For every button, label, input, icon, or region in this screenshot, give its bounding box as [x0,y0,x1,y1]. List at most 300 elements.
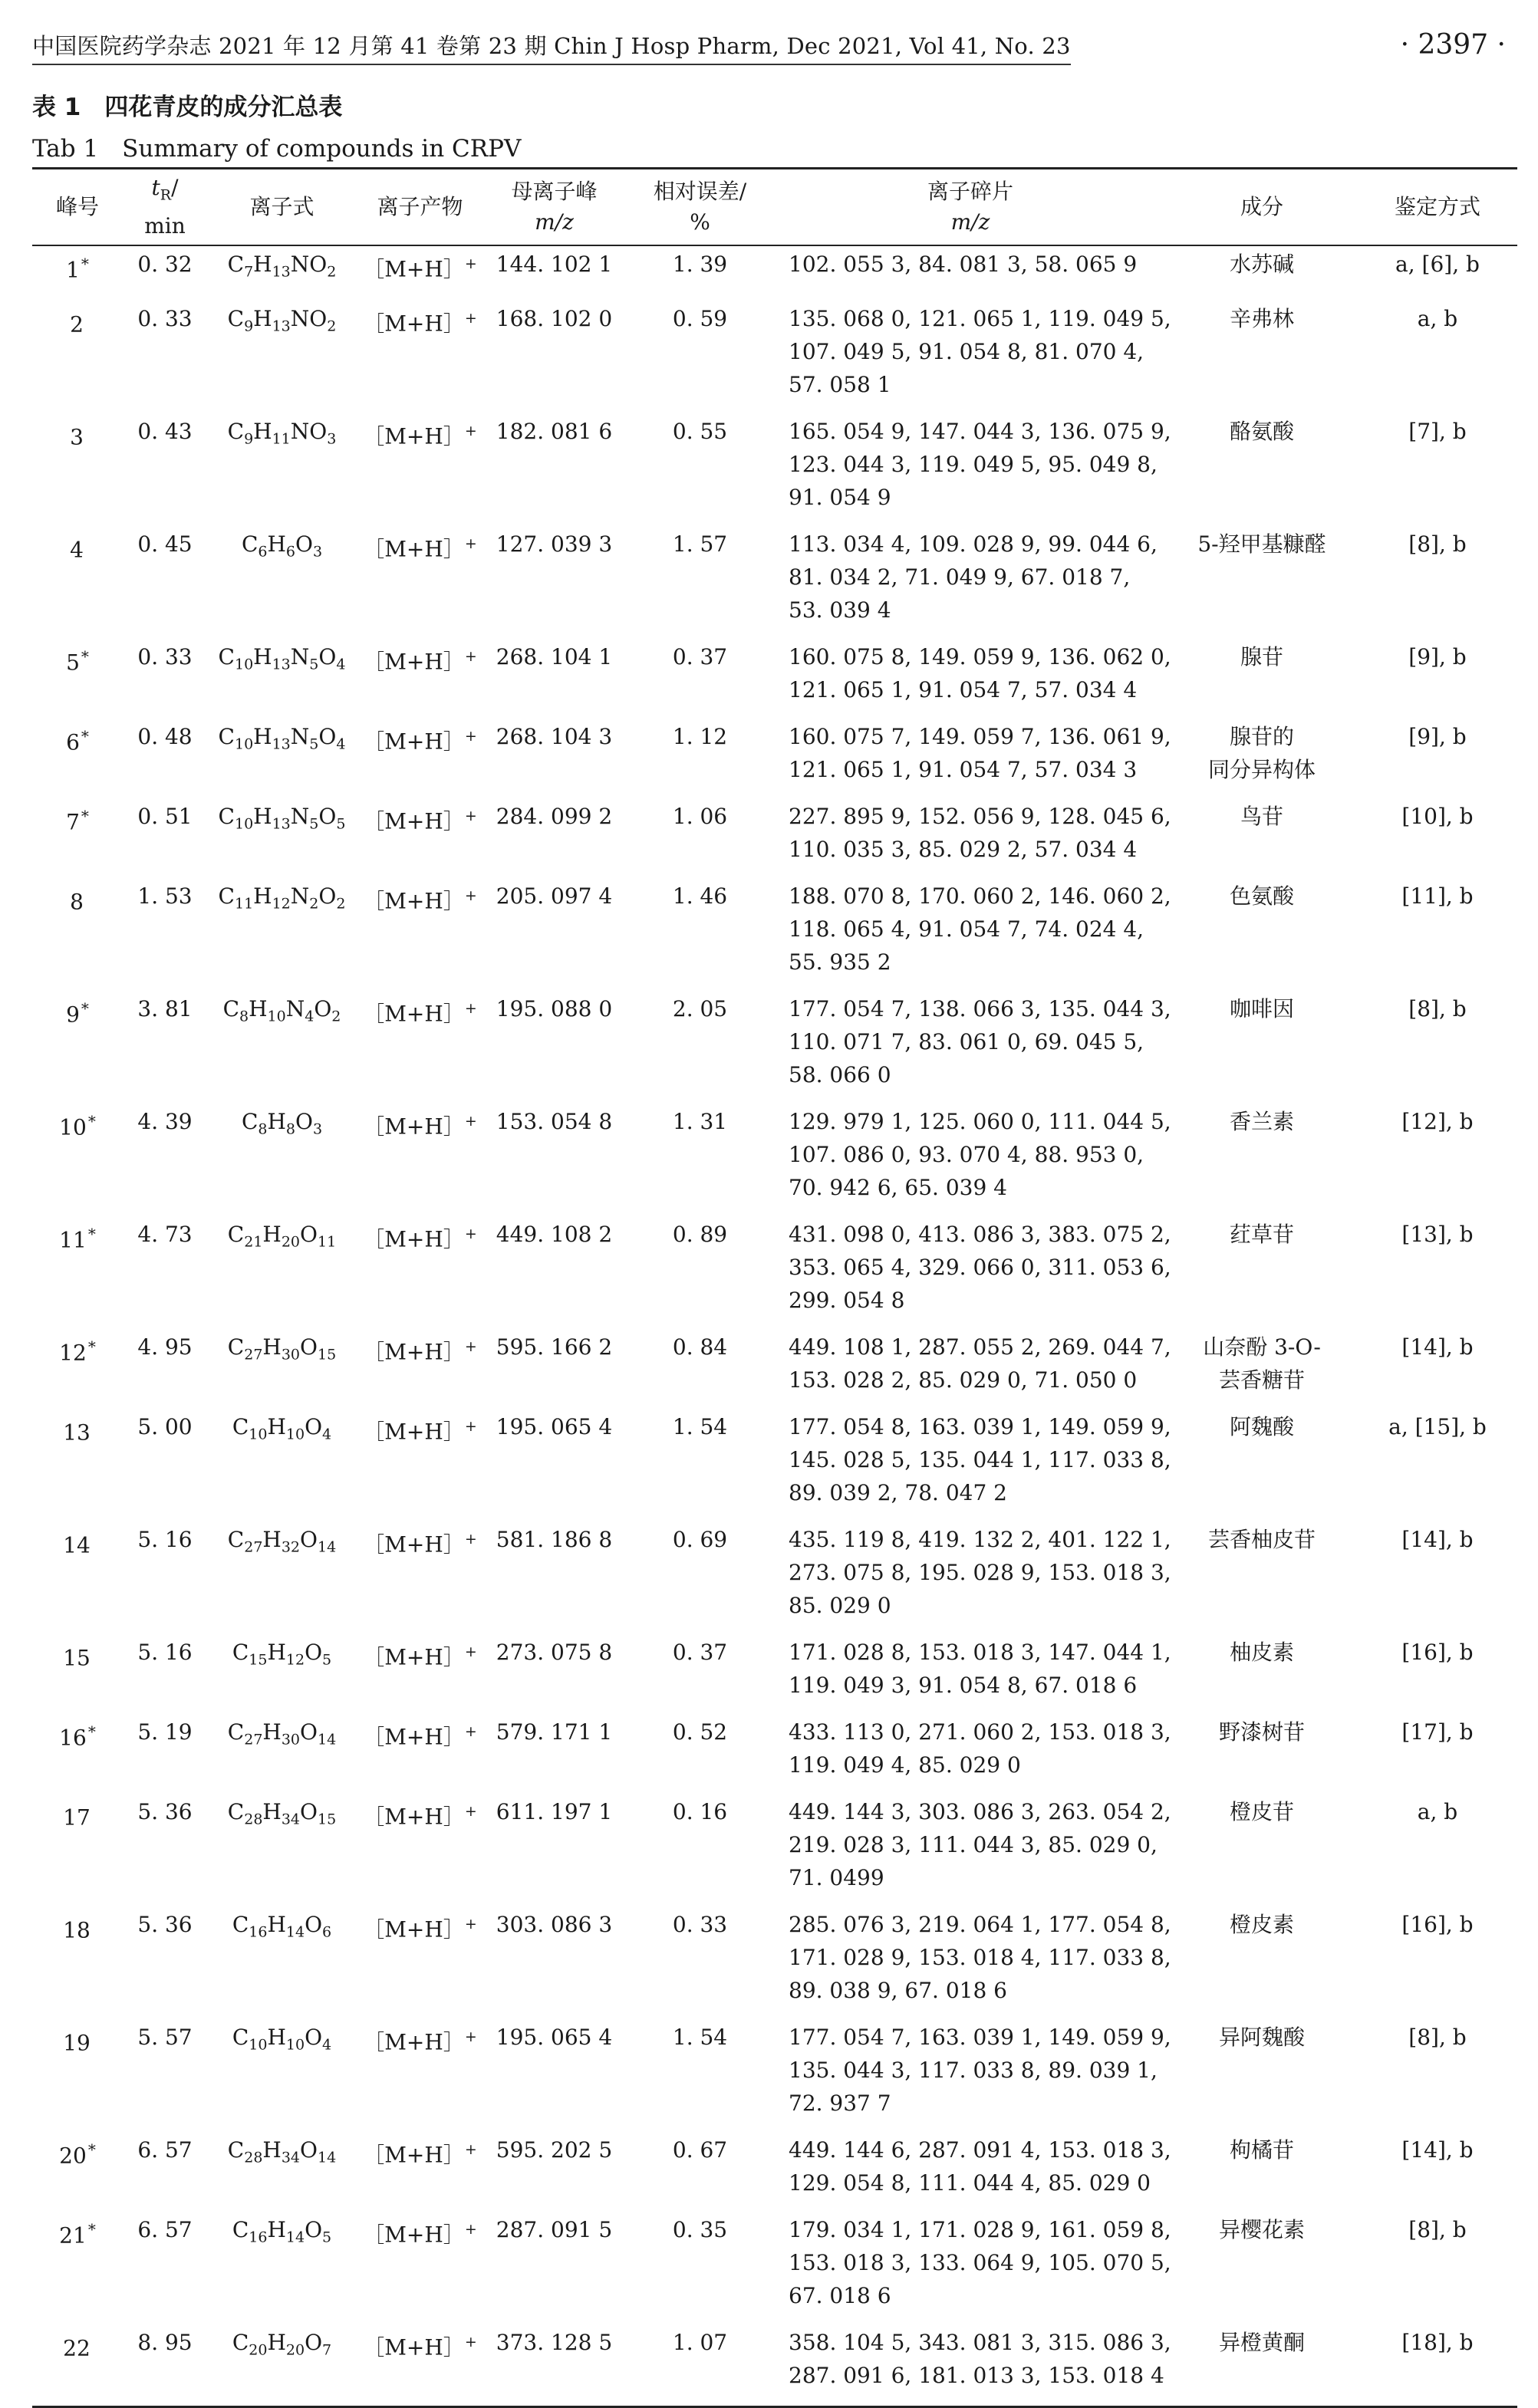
formula-element: H [267,1912,286,1938]
cell-compound [1166,528,1358,640]
cell-retention-time: 0. 33 [137,306,193,332]
ion-charge: + [464,2141,477,2159]
formula-element: N [285,996,305,1022]
formula-element: C [232,1640,249,1666]
cell-formula [207,1410,357,1523]
formula-element: H [262,1799,282,1825]
formula-element: N [290,804,310,830]
compound-name-line: 荭草苷 [1229,1222,1294,1248]
cell-formula [207,1636,357,1716]
table-row [32,992,1517,1105]
table-caption-english: Tab 1 Summary of compounds in CRPV [32,135,522,163]
cell-retention-time: 6. 57 [137,2217,193,2243]
formula-subscript: 10 [234,815,254,833]
table-caption-chinese: 表 1 四花青皮的成分汇总表 [32,94,343,121]
cell-ion-product [357,720,483,800]
fragment-line: 102. 055 3, 84. 081 3, 58. 065 9 [789,251,1138,277]
fragment-line: 53. 039 4 [789,597,891,623]
ion-charge: + [464,1113,477,1130]
cell-fragments [775,1218,1171,1331]
formula-subscript: 5 [309,656,319,673]
cell-retention-time: 5. 36 [137,1912,193,1938]
formula-element: C [218,883,235,910]
formula-element: H [262,1334,282,1360]
fragment-line: 165. 054 9, 147. 044 3, 136. 075 9, [789,419,1171,445]
cell-precursor: 373. 128 5 [496,2330,613,2356]
ion-core: ［M+H］ [363,1114,465,1140]
fragment-line: 119. 049 4, 85. 029 0 [789,1752,1021,1778]
formula-element: C [227,306,245,332]
formula-element: H [262,1222,282,1248]
cell-fragments [775,2213,1171,2326]
ion-core: ［M+H］ [363,1724,465,1750]
cell-formula [207,2133,357,2213]
formula-element: O [305,1640,323,1666]
formula-subscript: 13 [272,815,291,833]
cell-retention-time: 0. 45 [137,531,193,558]
journal-header: 中国医院药学杂志 2021 年 12 月第 41 卷第 23 期 Chin J Hosp Pharm, Dec 2021, Vol 41, No. 23 [32,29,1071,65]
formula-subscript: 28 [244,2149,263,2166]
compound-name-line: 色氨酸 [1229,883,1294,910]
cell-peak [32,1716,123,1795]
formula-element: C [218,644,235,670]
cell-compound [1166,302,1358,415]
formula-element: C [218,804,235,830]
formula-subscript: 10 [267,1008,286,1025]
formula-subscript: 14 [285,1923,305,1941]
cell-relative-error: 0. 69 [672,1527,728,1553]
fragment-line: 135. 044 3, 117. 033 8, 89. 039 1, [789,2058,1158,2084]
cell-precursor: 595. 166 2 [496,1334,613,1360]
cell-fragments [775,302,1171,415]
ion-charge: + [464,2334,477,2351]
formula-subscript: 6 [285,543,295,561]
peak-number: 20 [59,2143,87,2169]
ion-core: ［M+H］ [363,311,465,337]
ion-charge: + [464,808,477,825]
table-row [32,1218,1517,1331]
cell-fragments [775,1523,1171,1636]
cell-fragments [775,1636,1171,1716]
formula-subscript: 34 [281,1811,301,1828]
cell-method: [8], b [1408,2025,1467,2051]
formula-subscript: 34 [281,2149,301,2166]
fragment-line: 431. 098 0, 413. 086 3, 383. 075 2, [789,1222,1171,1248]
fragment-line: 123. 044 3, 119. 049 5, 95. 049 8, [789,452,1158,478]
cell-ion-product [357,1410,483,1523]
cell-formula [207,2213,357,2326]
table-header-row [32,169,1517,245]
header-fragments-label: 离子碎片 [927,178,1013,204]
cell-formula [207,302,357,415]
formula-subscript: 12 [285,1651,305,1669]
ion-charge: + [464,310,477,327]
cell-peak [32,1218,123,1331]
fragment-line: 121. 065 1, 91. 054 7, 57. 034 3 [789,757,1138,783]
formula-subscript: 13 [272,263,291,281]
formula-element: H [267,2025,286,2051]
peak-number: 7 [66,809,80,835]
cell-relative-error: 1. 07 [672,2330,728,2356]
cell-ion-product [357,1795,483,1908]
fragment-line: 285. 076 3, 219. 064 1, 177. 054 8, [789,1912,1171,1938]
fragment-line: 433. 113 0, 271. 060 2, 153. 018 3, [789,1719,1171,1745]
cell-peak [32,880,123,992]
cell-compound [1166,1410,1358,1523]
ion-core: ［M+H］ [363,2142,465,2168]
peak-number: 13 [63,1419,91,1446]
cell-precursor: 205. 097 4 [496,883,613,910]
table-row [32,302,1517,415]
header-peak: 峰号 [55,193,99,219]
ion-core: ［M+H］ [363,729,465,755]
cell-precursor: 195. 065 4 [496,1414,613,1440]
cell-fragments [775,2326,1171,2407]
ion-core: ［M+H］ [363,1226,465,1252]
formula-subscript: 32 [281,1538,301,1556]
cell-fragments [775,720,1171,800]
peak-number: 22 [63,2335,91,2361]
compound-name-line: 异阿魏酸 [1218,2025,1305,2051]
formula-subscript: 5 [309,815,319,833]
formula-subscript: 10 [285,1426,305,1443]
cell-relative-error: 2. 05 [672,996,728,1022]
cell-method: [16], b [1401,1640,1474,1666]
cell-method: [9], b [1408,724,1467,750]
formula-element: O [300,1799,318,1825]
formula-subscript: 11 [234,895,254,913]
fragment-line: 435. 119 8, 419. 132 2, 401. 122 1, [789,1527,1171,1553]
compound-name-line: 水苏碱 [1229,251,1294,277]
cell-precursor: 579. 171 1 [496,1719,613,1745]
formula-subscript: 8 [285,1120,295,1138]
peak-number: 10 [59,1114,87,1140]
formula-subscript: 20 [281,1233,301,1251]
cell-formula [207,1795,357,1908]
table-row [32,640,1517,720]
table-body [32,245,1517,2407]
cell-method: [16], b [1401,1912,1474,1938]
cell-compound [1166,1218,1358,1331]
formula-element: H [253,804,272,830]
formula-element: O [305,1912,323,1938]
cell-precursor: 287. 091 5 [496,2217,613,2243]
formula-subscript: 2 [309,895,319,913]
formula-element: N [290,724,310,750]
cell-retention-time: 5. 19 [137,1719,193,1745]
cell-ion-product [357,415,483,528]
table-row [32,2021,1517,2133]
cell-compound [1166,2021,1358,2133]
ion-core: ［M+H］ [363,255,465,281]
formula-element: O [318,883,337,910]
formula-subscript: 10 [249,1426,268,1443]
formula-subscript: 27 [244,1731,263,1748]
fragment-line: 177. 054 7, 163. 039 1, 149. 059 9, [789,2025,1171,2051]
cell-precursor: 182. 081 6 [496,419,613,445]
cell-relative-error: 0. 89 [672,1222,728,1248]
cell-method: [8], b [1408,996,1467,1022]
header-fragments-unit: m/z [950,209,990,235]
cell-precursor: 168. 102 0 [496,306,613,332]
cell-relative-error: 1. 31 [672,1109,728,1135]
compounds-table [32,167,1517,2408]
formula-element: N [290,251,310,277]
cell-formula [207,1218,357,1331]
cell-peak [32,2326,123,2407]
fragment-line: 55. 935 2 [789,949,891,975]
cell-precursor: 611. 197 1 [496,1799,613,1825]
formula-element: O [305,2217,323,2243]
formula-element: O [300,2137,318,2163]
formula-element: H [253,419,272,445]
ion-charge: + [464,1723,477,1741]
formula-element: C [227,1334,245,1360]
header-tr-slash: / [171,175,179,200]
table-row [32,528,1517,640]
formula-element: H [253,883,272,910]
fragment-line: 91. 054 9 [789,485,891,511]
ion-charge: + [464,423,477,440]
ion-core: ［M+H］ [363,649,465,675]
cell-ion-product [357,528,483,640]
cell-precursor: 284. 099 2 [496,804,613,830]
cell-relative-error: 1. 06 [672,804,728,830]
cell-formula [207,1331,357,1410]
formula-subscript: 30 [281,1731,301,1748]
table-row [32,1410,1517,1523]
cell-relative-error: 0. 16 [672,1799,728,1825]
cell-precursor: 268. 104 3 [496,724,613,750]
cell-peak [32,1410,123,1523]
table-row [32,1523,1517,1636]
formula-element: O [295,1109,313,1135]
cell-retention-time: 6. 57 [137,2137,193,2163]
cell-method: [18], b [1401,2330,1474,2356]
cell-precursor: 127. 039 3 [496,531,613,558]
table-row [32,1105,1517,1218]
table-row [32,1716,1517,1795]
fragment-line: 58. 066 0 [789,1062,891,1088]
formula-element: H [267,1414,286,1440]
ion-core: ［M+H］ [363,808,465,834]
cell-peak [32,2133,123,2213]
cell-fragments [775,800,1171,880]
formula-element: O [318,724,337,750]
formula-subscript: 5 [309,735,319,753]
cell-relative-error: 0. 37 [672,1640,728,1666]
table-row [32,2326,1517,2407]
ion-core: ［M+H］ [363,888,465,914]
table-row [32,880,1517,992]
fragment-line: 72. 937 7 [789,2091,891,2117]
header-retention-time [123,169,207,245]
table-row [32,2213,1517,2326]
fragment-line: 160. 075 7, 149. 059 7, 136. 061 9, [789,724,1171,750]
fragment-line: 449. 108 1, 287. 055 2, 269. 044 7, [789,1334,1171,1360]
formula-subscript: 10 [285,2036,305,2054]
peak-number: 3 [70,424,84,450]
cell-relative-error: 0. 55 [672,419,728,445]
ion-charge: + [464,1338,477,1356]
cell-precursor: 268. 104 1 [496,644,613,670]
cell-retention-time: 4. 95 [137,1334,193,1360]
cell-fragments [775,2133,1171,2213]
cell-compound [1166,2213,1358,2326]
peak-number: 18 [63,1917,91,1943]
fragment-line: 107. 049 5, 91. 054 8, 81. 070 4, [789,339,1144,365]
formula-subscript: 13 [272,656,291,673]
formula-subscript: 8 [239,1008,249,1025]
fragment-line: 358. 104 5, 343. 081 3, 315. 086 3, [789,2330,1171,2356]
cell-fragments [775,415,1171,528]
cell-precursor: 273. 075 8 [496,1640,613,1666]
formula-element: C [222,996,240,1022]
cell-ion-product [357,1716,483,1795]
fragment-line: 171. 028 9, 153. 018 4, 117. 033 8, [789,1945,1171,1971]
formula-subscript: 6 [322,1923,332,1941]
cell-compound [1166,1105,1358,1218]
cell-compound [1166,1716,1358,1795]
cell-fragments [775,1908,1171,2021]
formula-element: O [309,419,328,445]
reference-star: * [87,2220,96,2239]
cell-precursor: 195. 065 4 [496,2025,613,2051]
cell-method: a, b [1417,306,1458,332]
cell-retention-time: 0. 33 [137,644,193,670]
cell-method: a, [6], b [1395,251,1480,277]
formula-subscript: 10 [249,2036,268,2054]
formula-element: O [305,1414,323,1440]
reference-star: * [87,1722,96,1742]
cell-relative-error: 1. 57 [672,531,728,558]
formula-subscript: 20 [249,2341,268,2359]
cell-peak [32,1523,123,1636]
cell-peak [32,720,123,800]
fragment-line: 107. 086 0, 93. 070 4, 88. 953 0, [789,1142,1144,1168]
compound-name-line: 柚皮素 [1229,1640,1294,1666]
table-row [32,720,1517,800]
formula-element: C [227,1222,245,1248]
formula-element: H [253,251,272,277]
cell-formula [207,1908,357,2021]
page-number: · 2397 · [1400,29,1506,61]
cell-formula [207,2326,357,2407]
formula-element: N [290,883,310,910]
formula-element: O [305,2025,323,2051]
cell-formula [207,2021,357,2133]
ion-core: ［M+H］ [363,1644,465,1670]
table-row [32,1636,1517,1716]
cell-method: [10], b [1401,804,1474,830]
table-row [32,800,1517,880]
cell-method: [13], b [1401,1222,1474,1248]
cell-peak [32,1331,123,1410]
reference-star: * [87,1337,96,1357]
reference-star: * [81,807,89,826]
ion-charge: + [464,1000,477,1018]
peak-number: 21 [59,2222,87,2248]
cell-peak [32,1636,123,1716]
compound-name-line: 山奈酚 3-O- [1203,1334,1321,1360]
cell-peak [32,640,123,720]
cell-relative-error: 0. 67 [672,2137,728,2163]
cell-retention-time: 4. 39 [137,1109,193,1135]
formula-subscript: 3 [312,1120,323,1138]
reference-star: * [81,647,89,666]
fragment-line: 153. 018 3, 133. 064 9, 105. 070 5, [789,2250,1171,2276]
header-error-unit: % [690,209,710,235]
peak-number: 19 [63,2030,91,2056]
cell-precursor: 195. 088 0 [496,996,613,1022]
header-relative-error [625,169,775,245]
formula-element: C [227,2137,245,2163]
cell-method: [14], b [1401,1334,1474,1360]
cell-fragments [775,1410,1171,1523]
cell-peak [32,302,123,415]
cell-retention-time: 3. 81 [137,996,193,1022]
cell-relative-error: 0. 37 [672,644,728,670]
peak-number: 2 [70,311,84,337]
formula-subscript: 4 [322,1426,332,1443]
cell-fragments [775,1795,1171,1908]
formula-subscript: 28 [244,1811,263,1828]
cell-precursor: 144. 102 1 [496,251,613,277]
cell-retention-time: 5. 00 [137,1414,193,1440]
header-tr-subscript: R [160,186,172,204]
cell-compound [1166,720,1358,800]
cell-fragments [775,528,1166,640]
cell-peak [32,528,123,640]
reference-star: * [81,254,89,273]
formula-element: C [227,1799,245,1825]
fragment-line: 113. 034 4, 109. 028 9, 99. 044 6, [789,531,1158,558]
peak-number: 9 [66,1002,80,1028]
ion-core: ［M+H］ [363,1339,465,1365]
fragment-line: 119. 049 3, 91. 054 8, 67. 018 6 [789,1673,1138,1699]
cell-peak [32,415,123,528]
cell-formula [207,800,357,880]
cell-formula [207,720,357,800]
fragment-line: 110. 071 7, 83. 061 0, 69. 045 5, [789,1029,1144,1055]
cell-retention-time: 5. 36 [137,1799,193,1825]
ion-core: ［M+H］ [363,2334,465,2360]
formula-element: C [232,2025,249,2051]
header-formula: 离子式 [249,193,315,219]
formula-element: C [227,419,245,445]
compound-name-line: 腺苷的 [1229,724,1294,750]
formula-subscript: 30 [281,1346,301,1364]
fragment-line: 219. 028 3, 111. 044 3, 85. 029 0, [789,1832,1158,1858]
cell-method: [8], b [1408,2217,1467,2243]
formula-subscript: 5 [336,815,346,833]
cell-method: [8], b [1408,531,1467,558]
formula-element: H [262,1719,282,1745]
formula-subscript: 13 [272,735,291,753]
formula-subscript: 2 [327,263,337,281]
formula-element: O [309,251,328,277]
formula-element: C [227,1527,245,1553]
ion-core: ［M+H］ [363,1419,465,1445]
fragment-line: 188. 070 8, 170. 060 2, 146. 060 2, [789,883,1171,910]
formula-subscript: 15 [249,1651,268,1669]
header-precursor-unit: m/z [535,209,574,235]
formula-element: H [253,644,272,670]
cell-method: a, b [1417,1799,1458,1825]
formula-element: O [300,1334,318,1360]
cell-relative-error: 1. 46 [672,883,728,910]
ion-core: ［M+H］ [363,1531,465,1558]
